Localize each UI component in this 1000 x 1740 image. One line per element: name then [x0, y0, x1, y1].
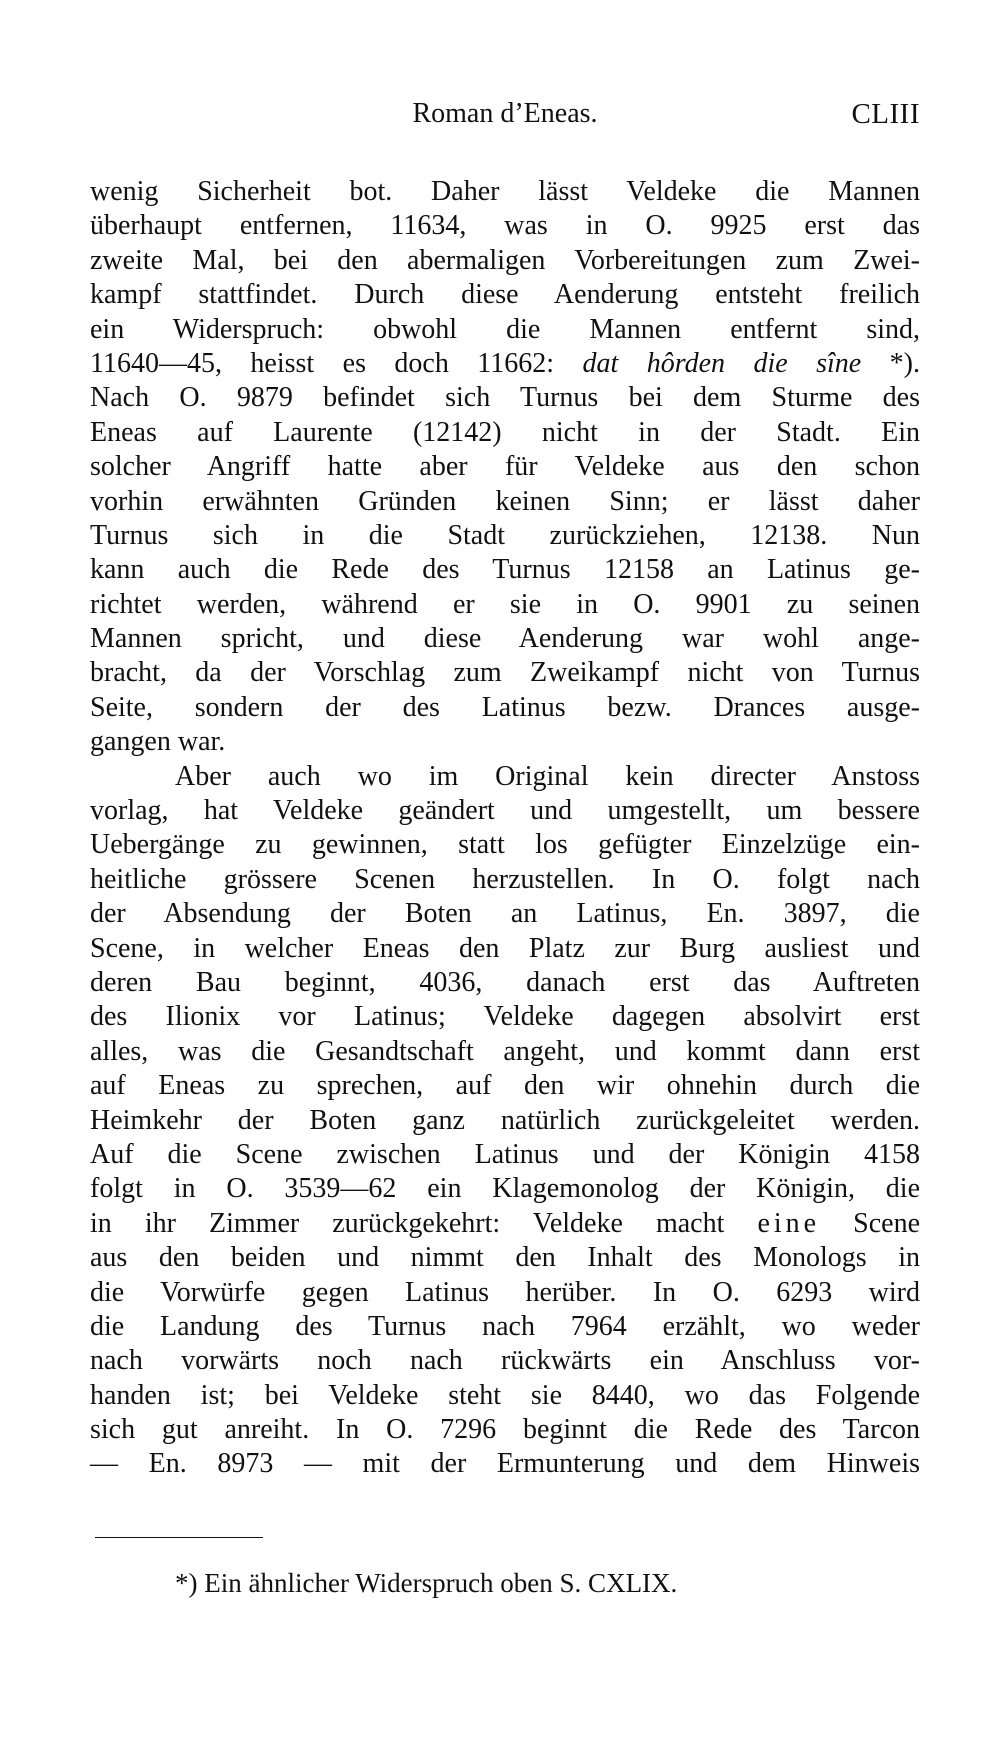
text-line: Mannen spricht, und diese Aenderung war wohl ange-: [90, 623, 920, 655]
text-run: in ihr Zimmer zurückgekehrt: Veldeke macht: [90, 1207, 725, 1239]
text-line: kampf stattfindet. Durch diese Aenderung entsteht freilich: [90, 279, 920, 311]
text-line: [90, 1207, 920, 1241]
text-line: deren Bau beginnt, 4036, danach erst das Auftreten: [90, 966, 920, 998]
text-line: — En. 8973 — mit der Ermunterung und dem Hinweis: [90, 1448, 920, 1480]
text-line: vorhin erwähnten Gründen keinen Sinn; er lässt daher: [90, 485, 920, 517]
paragraph-last-line: gangen war.: [90, 726, 226, 758]
page-number: CLIII: [851, 98, 920, 130]
text-line: ein Widerspruch: obwohl die Mannen entfernt sind,: [90, 313, 920, 345]
text-line: richtet werden, während er sie in O. 9901 zu seinen: [90, 588, 920, 620]
text-line: Seite, sondern der des Latinus bezw. Drances ausge-: [90, 691, 920, 723]
text-line: aus den beiden und nimmt den Inhalt des Monologs in: [90, 1242, 920, 1274]
text-line: alles, was die Gesandtschaft angeht, und kommt dann erst: [90, 1035, 920, 1067]
text-run: Scene: [853, 1207, 920, 1239]
text-line: zweite Mal, bei den abermaligen Vorbereitungen zum Zwei-: [90, 244, 920, 276]
text-line: sich gut anreiht. In O. 7296 beginnt die Rede des Tarcon: [90, 1414, 920, 1446]
text-line: die Landung des Turnus nach 7964 erzählt, wo weder: [90, 1310, 920, 1342]
footnote: *) Ein ähnlicher Widerspruch oben S. CXLIX.: [175, 1568, 678, 1598]
text-line: Turnus sich in die Stadt zurückziehen, 12138. Nun: [90, 519, 920, 551]
text-line: heitliche grössere Scenen herzustellen. In O. folgt nach: [90, 863, 920, 895]
text-line: auf Eneas zu sprechen, auf den wir ohnehin durch die: [90, 1070, 920, 1102]
running-head: [90, 98, 920, 138]
text-line: solcher Angriff hatte aber für Veldeke aus den schon: [90, 451, 920, 483]
text-line: Auf die Scene zwischen Latinus und der Königin 4158: [90, 1138, 920, 1170]
text-line: der Absendung der Boten an Latinus, En. 3897, die: [90, 898, 920, 930]
emphasized-spaced-word: eine: [757, 1207, 821, 1239]
text-line: Uebergänge zu gewinnen, statt los gefügter Einzelzüge ein-: [90, 829, 920, 861]
text-line: Heimkehr der Boten ganz natürlich zurückgeleitet werden.: [90, 1104, 920, 1136]
text-line: kann auch die Rede des Turnus 12158 an Latinus ge-: [90, 554, 920, 586]
footnote-marker: *).: [861, 347, 921, 379]
quoted-verse-italic: dat hôrden die sîne: [582, 347, 862, 379]
text-line: folgt in O. 3539—62 ein Klagemonolog der Königin, die: [90, 1173, 920, 1205]
body-text: [90, 175, 920, 1482]
running-title: Roman d’Eneas.: [412, 98, 598, 129]
text-line: Nach O. 9879 befindet sich Turnus bei dem Sturme des: [90, 382, 920, 414]
text-line: [90, 347, 920, 381]
text-line: handen ist; bei Veldeke steht sie 8440, wo das Folgende: [90, 1379, 920, 1411]
text-line: die Vorwürfe gegen Latinus herüber. In O. 6293 wird: [90, 1276, 920, 1308]
text-line: nach vorwärts noch nach rückwärts ein Anschluss vor-: [90, 1345, 920, 1377]
text-run: 11640—45, heisst es doch 11662:: [90, 347, 583, 379]
paragraph-first-line: Aber auch wo im Original kein directer Anstoss: [175, 760, 920, 792]
text-line: überhaupt entfernen, 11634, was in O. 9925 erst das: [90, 210, 920, 242]
text-line: wenig Sicherheit bot. Daher lässt Veldeke die Mannen: [90, 176, 920, 207]
text-line: vorlag, hat Veldeke geändert und umgestellt, um bessere: [90, 795, 920, 827]
text-line: Eneas auf Laurente (12142) nicht in der Stadt. Ein: [90, 416, 920, 448]
footnote-rule: [95, 1537, 263, 1538]
text-line: Scene, in welcher Eneas den Platz zur Burg ausliest und: [90, 932, 920, 964]
text-line: des Ilionix vor Latinus; Veldeke dagegen absolvirt erst: [90, 1001, 920, 1033]
text-line: bracht, da der Vorschlag zum Zweikampf nicht von Turnus: [90, 657, 920, 689]
